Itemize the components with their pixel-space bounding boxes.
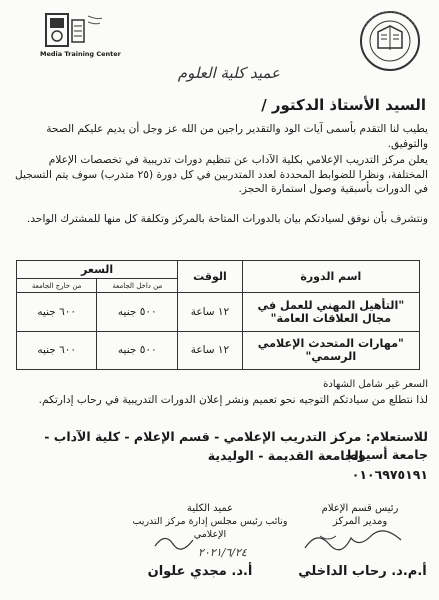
faculty-seal-logo: [352, 8, 428, 74]
course-time-cell: ١٢ ساعة: [178, 331, 242, 370]
price-outside-cell: ٦٠٠ جنيه: [17, 331, 97, 370]
table-row: [17, 331, 420, 370]
dean-title: عميد الكلية: [186, 503, 234, 514]
price-outside-header: من خارج الجامعة: [17, 279, 97, 293]
contact-line-1: للاستعلام: مركز التدريب الإعلامي - قسم الإعلام - كلية الآداب - جامعة أسيوط: [44, 429, 428, 462]
price-inside-cell: ٥٠٠ جنيه: [97, 331, 178, 370]
course-name-cell: "التأهيل المهني للعمل في مجال العلاقات العامة": [242, 293, 419, 332]
announcement-paragraph: يعلن مركز التدريب الإعلامي بكلية الآداب عن تنظيم دورات تدريبية في تخصصات الإعلام المختلفة، ونظرا للضوابط المحددة لعدد المتدربين في كل دورة (٢٥ متدرب) سوف يتم التسجيل في الدورات بأسبقية وصول استمارة الحجز.: [15, 154, 428, 195]
handwritten-date: ٢٠٢١/٦/٢٤: [198, 546, 247, 559]
price-inside-header: من داخل الجامعة: [97, 279, 178, 293]
courses-intro-paragraph: ونتشرف بأن نوفق لسيادتكم بيان بالدورات المتاحة بالمركز وتكلفة كل منها للمشترك الواحد.: [26, 213, 428, 225]
right-signature-block: [290, 502, 430, 528]
handwritten-signature-icon: [300, 528, 410, 556]
left-signature-block: [120, 502, 300, 541]
contact-phone: ٠١٠٦٩٧٥١٩١: [351, 467, 428, 482]
right-signatory-name: أ.م.د. رحاب الداخلي: [298, 564, 427, 579]
university-seal-icon: [352, 8, 428, 74]
course-name-header: اسم الدورة: [242, 261, 419, 293]
table-row: [17, 293, 420, 332]
courses-table: [16, 260, 420, 370]
dean-signature-icon: [150, 528, 200, 554]
media-training-center-logo: [18, 8, 121, 66]
greeting-paragraph: يطيب لنا التقدم بأسمى آيات الود والتقدير راجين من الله عز وجل أن يديم عليكم الصحة والتوفيق.: [46, 123, 428, 150]
price-header: السعر: [17, 261, 178, 279]
course-time-cell: ١٢ ساعة: [178, 293, 242, 332]
course-name-cell: "مهارات المتحدث الإعلامي الرسمي": [242, 331, 419, 370]
time-header: الوقت: [178, 261, 242, 293]
price-note: السعر غير شامل الشهادة: [323, 379, 428, 390]
dean-subtitle: ونائب رئيس مجلس إدارة مركز التدريب الإعلامي: [132, 516, 288, 540]
logo-caption: Media Training Center: [40, 50, 121, 58]
signatory-title: رئيس قسم الإعلام: [321, 503, 399, 514]
dean-name: أ.د. مجدي علوان: [147, 564, 253, 579]
request-paragraph: لذا نتطلع من سيادتكم التوجيه نحو تعميم ونشر إعلان الدورات التدريبية في رحاب إدارتكم.: [38, 394, 428, 406]
price-inside-cell: ٥٠٠ جنيه: [97, 293, 178, 332]
contact-line-2: الجامعة القديمة - الوليدية: [207, 448, 363, 463]
salutation-title: السيد الأستاذ الدكتور /: [261, 96, 426, 114]
handwritten-addressee: عميد كلية العلوم: [177, 64, 280, 82]
signatory-subtitle: ومدير المركز: [332, 516, 388, 527]
price-outside-cell: ٦٠٠ جنيه: [17, 293, 97, 332]
salutation-row: [12, 96, 426, 118]
